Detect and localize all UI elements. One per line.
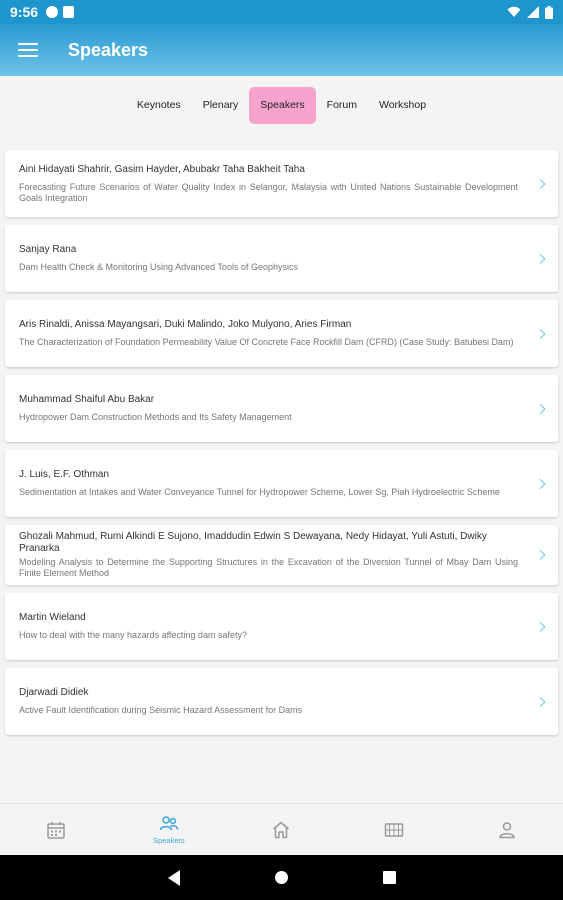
status-bar — [0, 0, 563, 24]
speaker-card[interactable] — [5, 150, 558, 217]
talk-title: Dam Health Check & Monitoring Using Advanced Tools of Geophysics — [19, 262, 298, 272]
speaker-card[interactable] — [5, 450, 558, 517]
app-bar — [0, 24, 563, 76]
notification-sd-icon — [63, 6, 74, 18]
nav-profile[interactable] — [467, 820, 547, 840]
nav-home[interactable] — [241, 820, 321, 840]
status-time: 9:56 — [10, 4, 39, 20]
tab-plenary[interactable]: Plenary — [202, 98, 239, 111]
speakers-icon — [159, 814, 179, 834]
speaker-card[interactable] — [5, 300, 558, 367]
speaker-card[interactable] — [5, 668, 558, 735]
chevron-right-icon — [536, 622, 546, 632]
board-icon — [384, 820, 404, 840]
wifi-icon — [507, 6, 521, 18]
chevron-right-icon — [536, 550, 546, 560]
category-tabs — [0, 86, 563, 124]
speaker-name: Aris Rinaldi, Anissa Mayangsari, Duki Malindo, Joko Mulyono, Aries Firman — [19, 319, 352, 330]
bottom-navigation — [0, 803, 563, 855]
talk-title: Forecasting Future Scenarios of Water Quality Index in Selangor, Malaysia with United Nations Sustainable Development Goals Integration — [19, 181, 518, 203]
battery-icon — [545, 6, 553, 19]
speaker-name: Djarwadi Didiek — [19, 687, 89, 698]
speaker-card[interactable] — [5, 375, 558, 442]
chevron-right-icon — [536, 697, 546, 707]
nav-board[interactable] — [354, 820, 434, 840]
speaker-list — [5, 150, 558, 743]
profile-icon — [497, 820, 517, 840]
signal-icon — [527, 6, 539, 18]
speaker-name: Ghozali Mahmud, Rumi Alkindi E Sujono, Imaddudin Edwin S Dewayana, Nedy Hidayat, Yuli Astuti, Dwiky Pranarka — [19, 531, 487, 554]
speaker-name: J. Luis, E.F. Othman — [19, 469, 110, 480]
notification-p-icon — [46, 6, 58, 18]
calendar-icon — [46, 820, 66, 840]
tab-forum[interactable]: Forum — [326, 98, 357, 111]
page-title: Speakers — [68, 39, 149, 60]
chevron-right-icon — [536, 479, 546, 489]
speaker-card[interactable] — [5, 593, 558, 660]
home-icon — [271, 820, 291, 840]
chevron-right-icon — [536, 179, 546, 189]
speaker-name: Aini Hidayati Shahrir, Gasim Hayder, Abubakr Taha Bakheit Taha — [19, 163, 305, 175]
talk-title: Sedimentation at Intakes and Water Conveyance Tunnel for Hydropower Scheme, Lower Sg. Piah Hydroelectric Scheme — [19, 487, 500, 497]
recents-icon[interactable] — [383, 871, 396, 884]
hamburger-menu-icon[interactable] — [18, 43, 38, 57]
system-navigation-bar — [0, 855, 563, 900]
tab-workshop[interactable]: Workshop — [379, 98, 427, 111]
speaker-name: Muhammad Shaiful Abu Bakar — [19, 394, 155, 405]
talk-title: How to deal with the many hazards affecting dam safety? — [19, 630, 247, 640]
speaker-card[interactable] — [5, 225, 558, 292]
chevron-right-icon — [536, 329, 546, 339]
back-icon[interactable] — [168, 870, 180, 886]
talk-title: The Characterization of Foundation Permeability Value Of Concrete Face Rockfill Dam (CFRD) (Case Study: Batubesi Dam) — [19, 337, 514, 347]
talk-title: Modeling Analysis to Determine the Supporting Structures in the Excavation of the Diversion Tunnel of Mbay Dam Using Finite Element Method — [19, 557, 518, 578]
chevron-right-icon — [536, 254, 546, 264]
speaker-name: Sanjay Rana — [19, 244, 77, 255]
chevron-right-icon — [536, 404, 546, 414]
talk-title: Hydropower Dam Construction Methods and Its Safety Management — [19, 412, 292, 422]
talk-title: Active Fault Identification during Seismic Hazard Assessment for Dams — [19, 705, 303, 715]
speaker-card[interactable] — [5, 525, 558, 585]
home-circle-icon[interactable] — [275, 871, 288, 884]
nav-calendar[interactable] — [16, 820, 96, 840]
tab-keynotes[interactable]: Keynotes — [136, 98, 181, 111]
speaker-name: Martin Wieland — [19, 612, 86, 623]
nav-speakers[interactable] — [129, 814, 209, 845]
tab-speakers[interactable]: Speakers — [249, 87, 315, 124]
nav-speakers-label: Speakers — [153, 836, 185, 845]
